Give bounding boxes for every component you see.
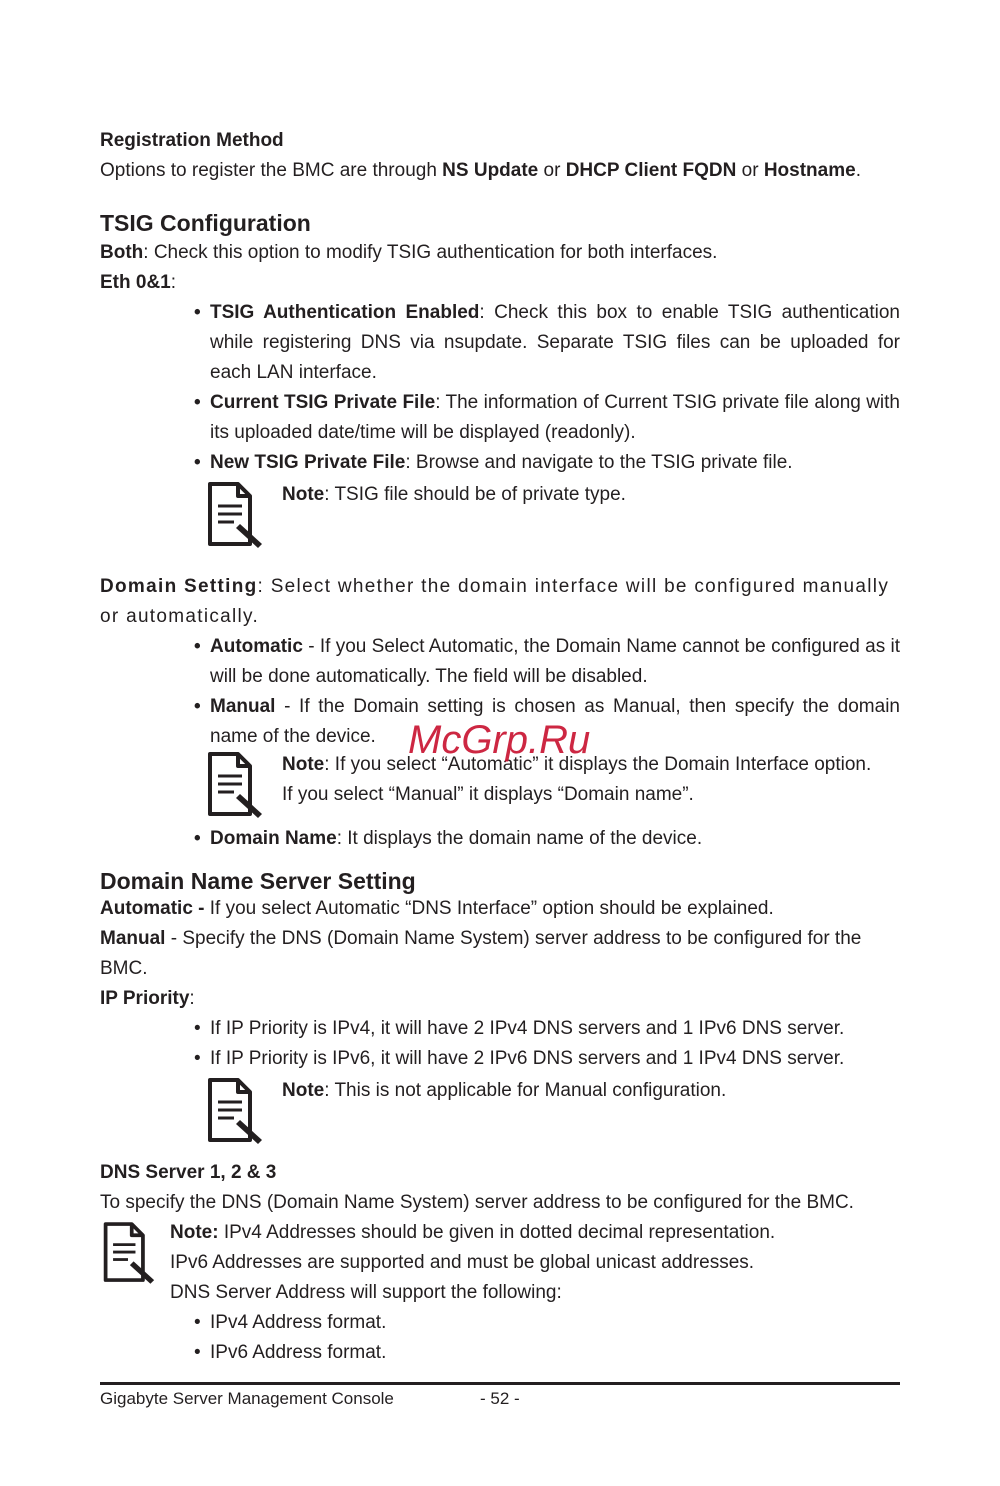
list-item: • TSIG Authentication Enabled: Check this box to enable TSIG authentication while registering DNS via nsupdate. Separate TSIG files can be uploaded for each LAN interface. — [194, 302, 900, 383]
tsig-both: Both: Check this option to modify TSIG authentication for both interfaces. — [100, 242, 718, 263]
tsig-list — [100, 298, 900, 478]
dns-server-text: To specify the DNS (Domain Name System) server address to be configured for the BMC. — [100, 1192, 854, 1213]
dns-setting-heading: Domain Name Server Setting — [100, 868, 416, 894]
dns-server-list — [100, 1308, 900, 1368]
dns-priority: IP Priority: — [100, 988, 195, 1009]
tsig-note: Note: TSIG file should be of private type. — [100, 480, 900, 550]
dns-manual: Manual - Specify the DNS (Domain Name System) server address to be configured for the BMC. — [100, 928, 862, 979]
list-item: • If IP Priority is IPv4, it will have 2 IPv4 DNS servers and 1 IPv6 DNS server. — [194, 1018, 845, 1039]
dns-auto: Automatic - If you select Automatic “DNS Interface” option should be explained. — [100, 898, 774, 919]
list-item: • IPv4 Address format. — [194, 1312, 387, 1333]
registration-text: Options to register the BMC are through NS Update or DHCP Client FQDN or Hostname. — [100, 160, 861, 181]
list-item: • If IP Priority is IPv6, it will have 2 IPv6 DNS servers and 1 IPv4 DNS server. — [194, 1048, 845, 1069]
domain-name-list — [100, 824, 900, 854]
dns-priority-list — [100, 1014, 900, 1074]
list-item: • Automatic - If you Select Automatic, the Domain Name cannot be configured as it will be done automatically. The field will be disabled. — [194, 636, 900, 687]
footer-title: Gigabyte Server Management Console — [100, 1389, 394, 1408]
list-item: • Domain Name: It displays the domain name of the device. — [194, 828, 703, 849]
note-icon — [204, 750, 264, 820]
note-icon — [100, 1220, 156, 1286]
list-item: • IPv6 Address format. — [194, 1342, 387, 1363]
page-footer — [100, 1382, 900, 1408]
domain-setting-text: Domain Setting: Select whether the domain interface will be configured manually or automatically. — [100, 576, 890, 627]
page-number: - 52 - — [480, 1389, 520, 1408]
tsig-eth: Eth 0&1: — [100, 272, 177, 293]
note-icon — [204, 480, 264, 550]
list-item: • New TSIG Private File: Browse and navigate to the TSIG private file. — [194, 452, 793, 473]
dns-server-heading: DNS Server 1, 2 & 3 — [100, 1162, 277, 1183]
watermark: McGrp.Ru — [408, 718, 591, 762]
dns-note: Note: This is not applicable for Manual configuration. — [100, 1076, 900, 1146]
tsig-heading: TSIG Configuration — [100, 210, 311, 236]
list-item: • Manual - If the Domain setting is chosen as Manual, then specify the domain name of the device. — [194, 696, 900, 747]
domain-note: Note: If you select “Automatic” it displays the Domain Interface option. If you select “Manual” it displays “Domain name”. — [100, 750, 900, 820]
dns-server-note: Note: IPv4 Addresses should be given in dotted decimal representation. IPv6 Addresses are supported and must be global unicast addresses. DNS Server Address will support the following: — [100, 1218, 900, 1308]
list-item: • Current TSIG Private File: The information of Current TSIG private file along with its uploaded date/time will be displayed (readonly). — [194, 392, 900, 443]
registration-heading: Registration Method — [100, 130, 284, 151]
note-icon — [204, 1076, 264, 1146]
